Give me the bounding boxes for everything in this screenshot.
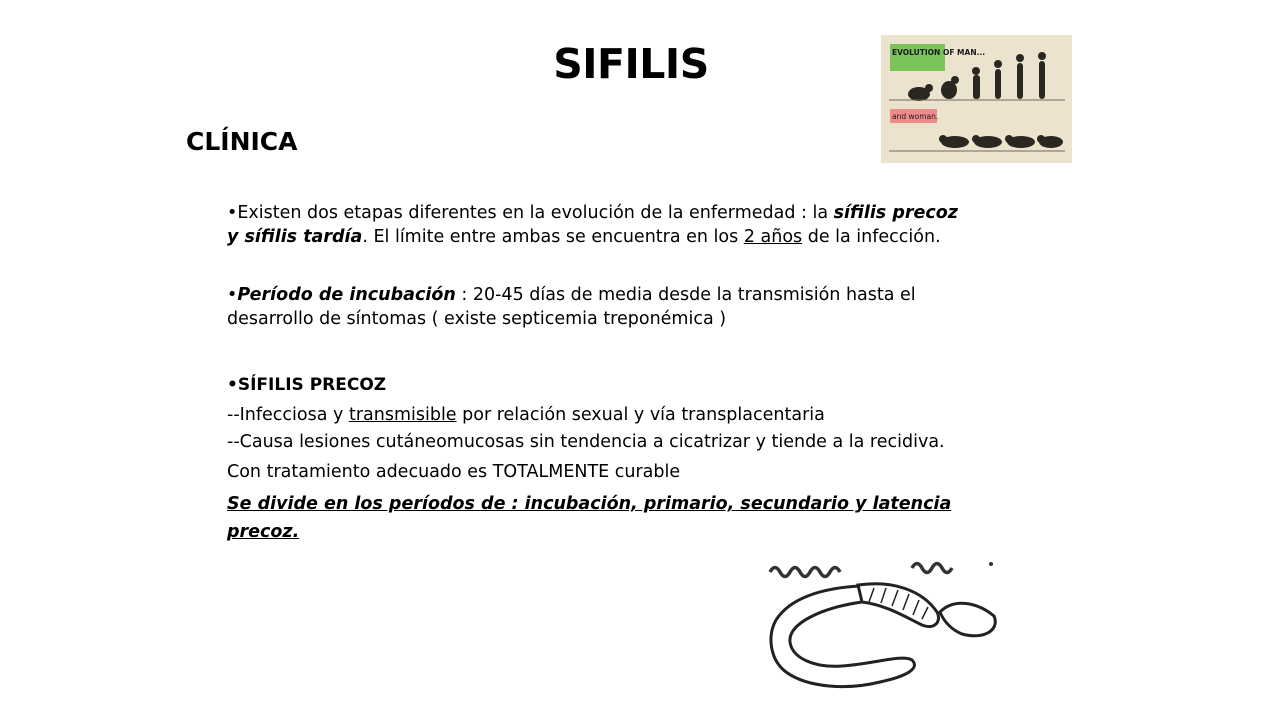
small-spirochete <box>912 564 952 573</box>
paragraph-etapas <box>227 201 967 249</box>
text: por relación sexual y vía transplacentaria <box>456 405 825 425</box>
evolution-of-man-image <box>881 35 1072 163</box>
line-lesiones: --Causa lesiones cutáneomucosas sin tendencia a cicatrizar y tiende a la recidiva. Con tratamiento adecuado es TOTALMENTE curable <box>227 432 945 482</box>
paragraph-incubacion <box>227 283 967 331</box>
underlined-years: 2 años <box>743 227 803 247</box>
text: de la infección. <box>802 227 941 247</box>
emphasis-stages: sífilis precoz y sífilis tardía <box>227 203 958 247</box>
spirochete-head <box>940 603 995 635</box>
text: Existen dos etapas diferentes en la evolución de la enfermedad : la <box>237 203 834 223</box>
line-periodos: Se divide en los períodos de : incubación, primario, secundario y latencia precoz. <box>227 494 952 542</box>
label-woman: and woman. <box>892 112 939 121</box>
text: . El límite entre ambas se encuentra en los <box>362 227 744 247</box>
incubation-label: Período de incubación <box>237 285 456 305</box>
paragraph-sifilis-precoz <box>227 373 967 546</box>
line-infecciosa <box>227 403 967 427</box>
label-evolution: EVOLUTION OF MAN... <box>892 48 986 57</box>
treponema-illustration <box>762 550 1002 705</box>
section-heading: CLÍNICA <box>186 127 298 156</box>
bullet: • <box>227 203 238 223</box>
sub-heading: •SÍFILIS PRECOZ <box>227 375 387 395</box>
small-spirochete <box>770 568 840 577</box>
slide-title: SIFILIS <box>553 40 709 88</box>
bullet: • <box>227 285 238 305</box>
underlined-transmisible: transmisible <box>348 405 457 425</box>
text: : 20-45 días de media desde la transmisión hasta el desarrollo de síntomas ( existe septicemia treponémica ) <box>227 285 916 329</box>
text: --Infecciosa y <box>227 405 349 425</box>
